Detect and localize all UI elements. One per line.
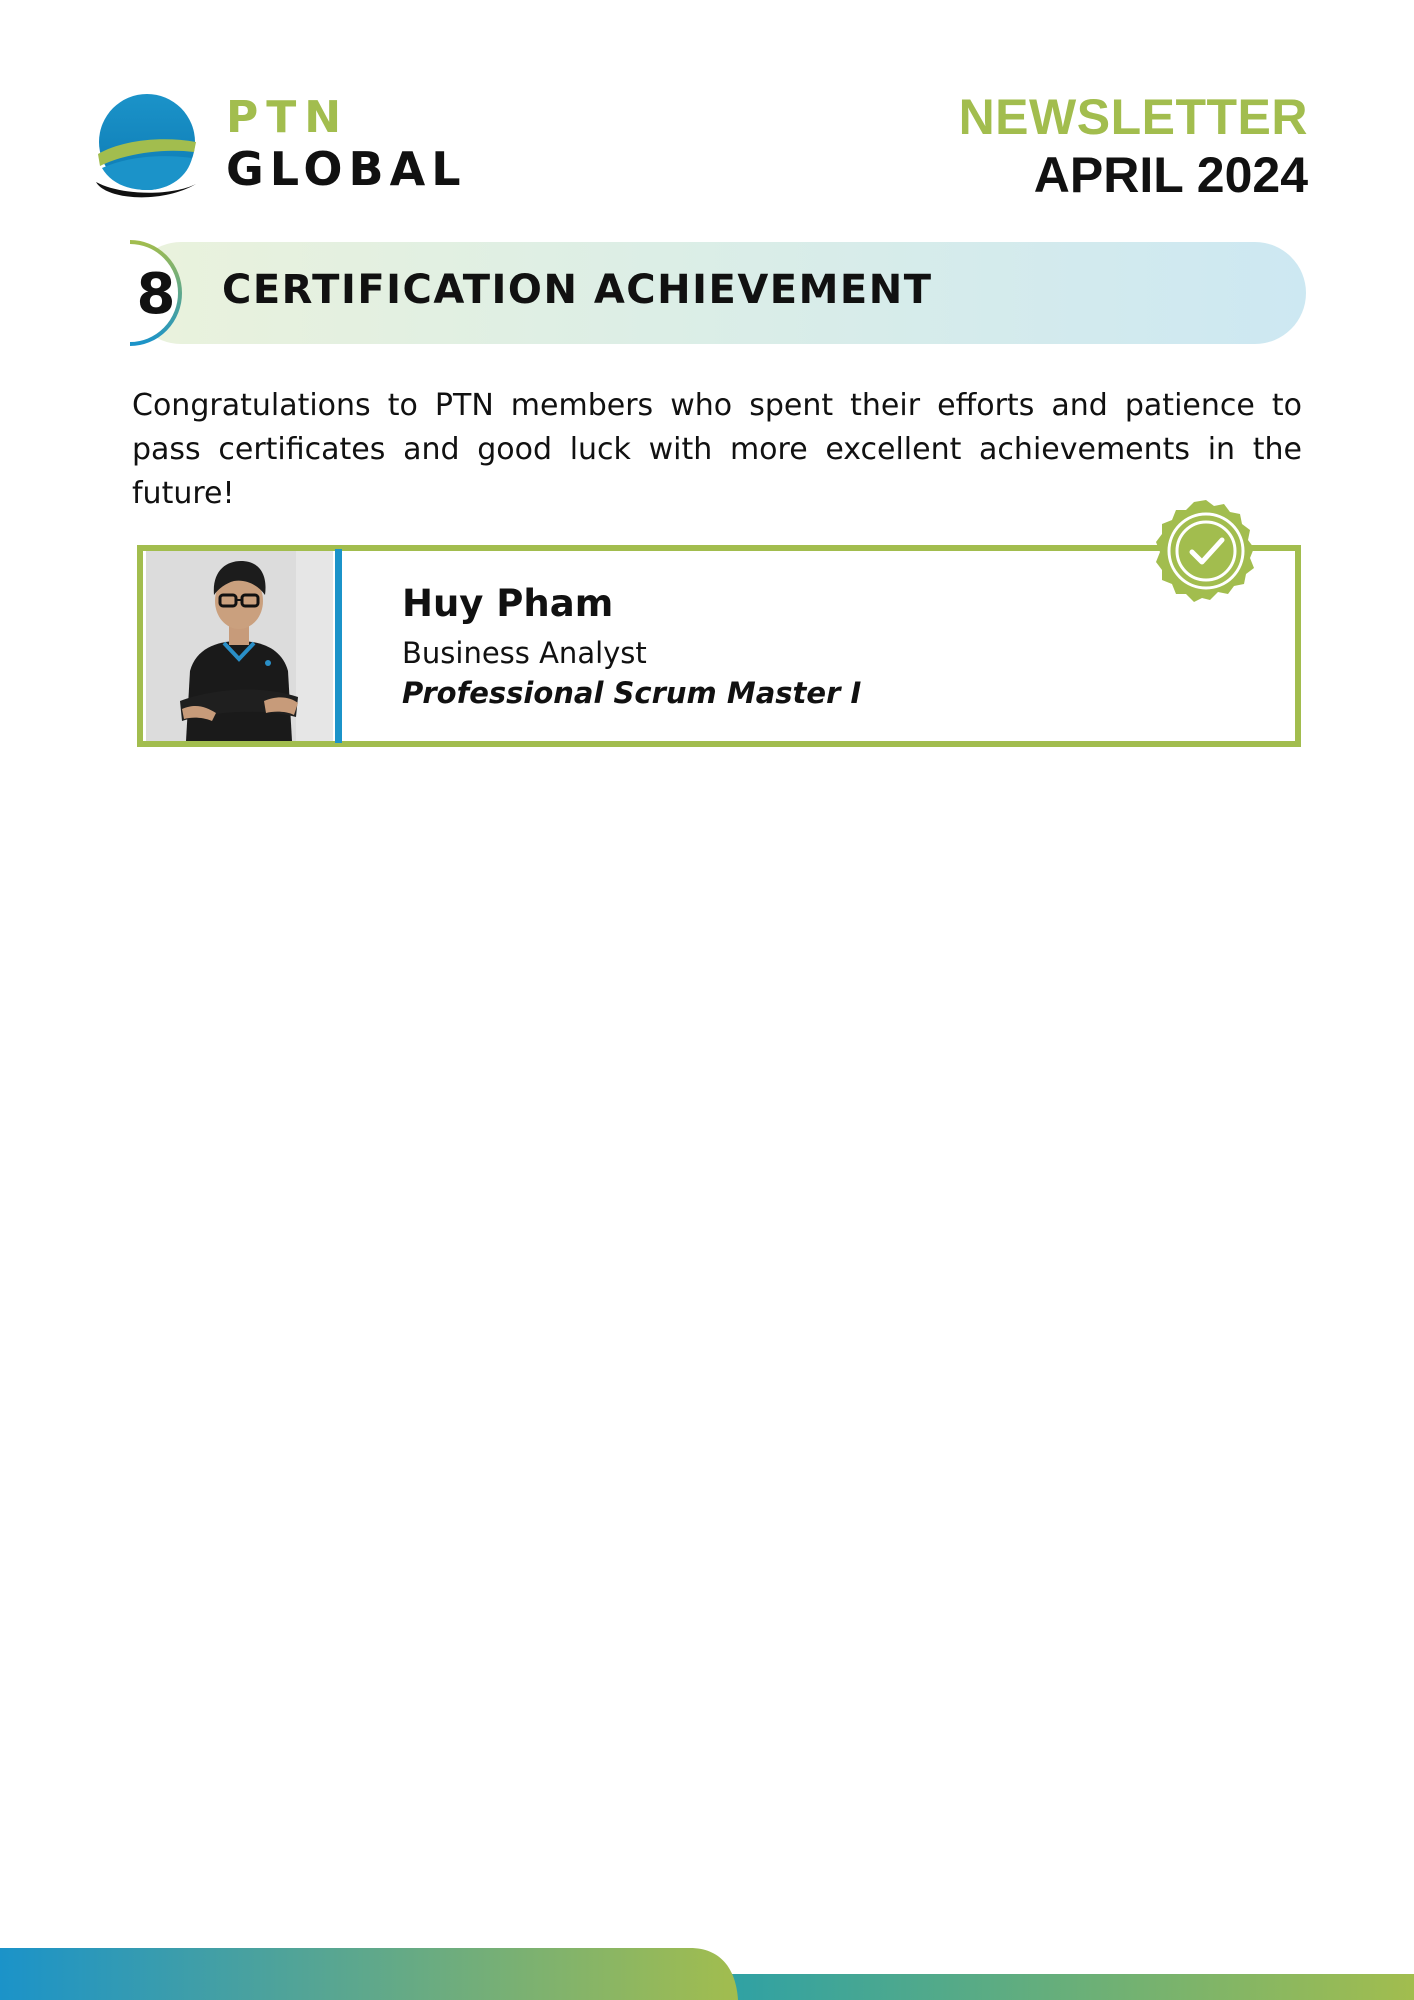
member-certificate: Professional Scrum Master I xyxy=(402,676,862,710)
section-title: CERTIFICATION ACHIEVEMENT xyxy=(222,267,933,313)
member-role: Business Analyst xyxy=(402,636,647,670)
brand-line-ptn: PTN xyxy=(226,92,350,143)
brand-line-global: GLOBAL xyxy=(226,142,467,196)
certificate-seal-icon xyxy=(1150,496,1262,608)
footer-decoration xyxy=(0,1940,1414,2000)
member-photo xyxy=(146,551,333,741)
newsletter-label: NEWSLETTER xyxy=(958,89,1308,145)
photo-divider xyxy=(335,549,342,743)
intro-paragraph: Congratulations to PTN members who spent their efforts and patience to pass certificates and good luck with more excellent achievements in the future! xyxy=(132,388,1302,511)
section-number: 8 xyxy=(136,262,176,327)
issue-date: APRIL 2024 xyxy=(1033,147,1308,203)
person-portrait-icon xyxy=(146,551,333,741)
issue-heading xyxy=(958,89,1308,203)
member-name: Huy Pham xyxy=(402,582,614,625)
brand-wordmark xyxy=(226,92,467,196)
globe-logo-icon xyxy=(92,92,202,204)
